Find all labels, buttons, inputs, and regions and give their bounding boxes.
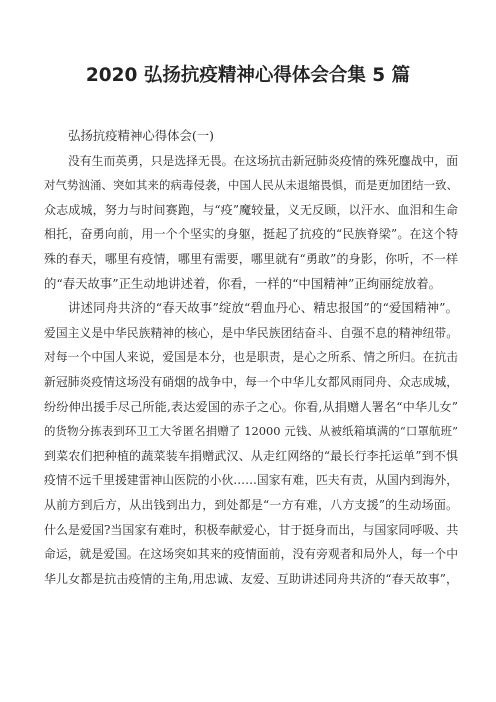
paragraph-line: 讲述同舟共济的“春天故事”绽放“碧血丹心、精忠报国”的“爱国精神”。 <box>68 300 458 316</box>
paragraph-line: 华儿女都是抗击疫情的主角,用忠诚、友爱、互助讲述同舟共济的“春天故事”， <box>44 571 458 586</box>
paragraph-line: 什么是爱国?当国家有难时，积极奉献爱心，甘于挺身而出，与国家同呼吸、共 <box>44 522 459 537</box>
paragraph-line: 疫情不远千里援建雷神山医院的小伙……国家有难，匹夫有责，从国内到海外， <box>44 473 458 488</box>
paragraph-line: 新冠肺炎疫情这场没有硝烟的战争中，每一个中华儿女都风雨同舟、众志成城， <box>44 374 458 389</box>
section-heading: 弘扬抗疫精神心得体会(一) <box>68 128 214 143</box>
paragraph-line: 爱国主义是中华民族精神的核心，是中华民族团结奋斗、自强不息的精神纽带。 <box>44 325 458 340</box>
paragraph-line: 的货物分拣表到环卫工大爷匿名捐赠了 12000 元钱、从被纸箱填满的“口罩航班” <box>44 424 458 439</box>
paragraph-line: 对气势汹涌、突如其来的病毒侵袭，中国人民从未退缩畏惧，而是更加团结一致、 <box>44 178 458 193</box>
paragraph-line: 到菜农们把种植的蔬菜装车捐赠武汉、从走红网络的“最长行李托运单”到不惧 <box>44 448 458 463</box>
paragraph-line: 从前方到后方，从出钱到出力，到处都是“一方有难，八方支援”的生动场面。 <box>44 497 458 512</box>
paragraph-line: 命运，就是爱国。在这场突如其来的疫情面前，没有旁观者和局外人，每一个中 <box>44 547 458 562</box>
paragraph-line: 殊的春天，哪里有疫情，哪里有需要，哪里就有“勇敢”的身影，你听，不一样 <box>44 251 458 266</box>
document-title: 2020 弘扬抗疫精神心得体会合集 5 篇 <box>85 65 411 86</box>
paragraph-line: 的“春天故事”正生动地讲述着，你看，一样的“中国精神”正绚丽绽放着。 <box>44 275 442 291</box>
paragraph-line: 没有生而英勇，只是选择无畏。在这场抗击新冠肺炎疫情的殊死鏖战中，面 <box>68 153 458 168</box>
paragraph-line: 众志成城，努力与时间赛跑，与“疫”魔较量，义无反顾，以汗水、血泪和生命 <box>44 202 458 217</box>
paragraph-line: 相托，奋勇向前，用一个个坚实的身躯，挺起了抗疫的“民族脊梁”。在这个特 <box>44 227 458 242</box>
paragraph-line: 纷纷伸出援手尽己所能,表达爱国的赤子之心。你看,从捐赠人署名“中华儿女” <box>44 399 458 414</box>
document-body <box>44 124 458 591</box>
paragraph-line: 对每一个中国人来说，爱国是本分，也是职责，是心之所系、情之所归。在抗击 <box>44 350 458 365</box>
